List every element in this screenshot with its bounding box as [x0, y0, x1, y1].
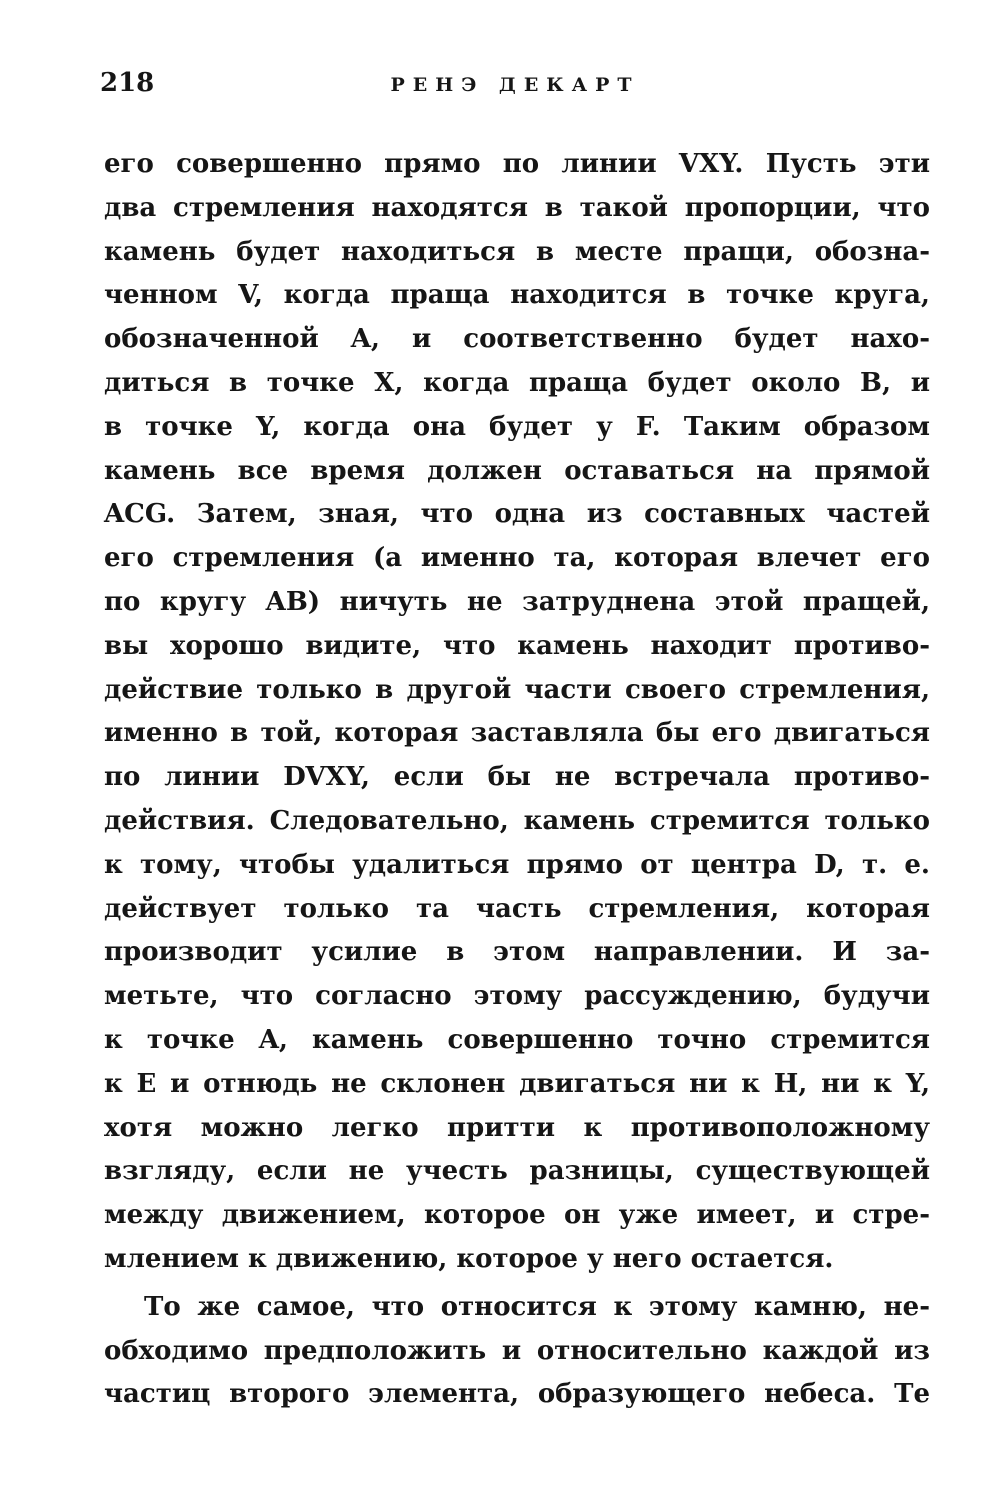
text-line: между движением, которое он уже имеет, и стре-	[104, 1200, 930, 1231]
text-line: ченном V, когда праща находится в точке круга,	[104, 280, 930, 311]
text-line: к E и отнюдь не склонен двигаться ни к H, ни к Y,	[104, 1068, 930, 1099]
text-line: производит усилие в этом направлении. И за-	[104, 937, 930, 968]
text-line: частиц второго элемента, образующего небеса. Те	[104, 1379, 930, 1410]
text-line: диться в точке X, когда праща будет около B, и	[104, 367, 930, 398]
text-line: То же самое, что относится к этому камню, не-	[144, 1291, 930, 1322]
text-line: ACG. Затем, зная, что одна из составных частей	[104, 499, 930, 530]
text-line: обходимо предположить и относительно каждой из	[104, 1335, 930, 1366]
paragraph	[104, 1286, 930, 1417]
text-line: действие только в другой части своего стремления,	[104, 674, 930, 705]
text-line: к точке A, камень совершенно точно стремится	[104, 1024, 930, 1055]
running-head: РЕНЭ ДЕКАРТ	[390, 74, 640, 96]
text-line: по кругу AB) ничуть не затруднена этой пращей,	[104, 586, 930, 617]
text-line: его стремления (а именно та, которая влечет его	[104, 543, 930, 574]
text-line: его совершенно прямо по линии VXY. Пусть эти	[104, 149, 930, 179]
body-text	[104, 143, 930, 1417]
page-header	[100, 68, 930, 108]
text-line: к тому, чтобы удалиться прямо от центра D, т. е.	[104, 849, 930, 880]
text-line: действует только та часть стремления, которая	[104, 893, 930, 924]
text-line: обозначенной A, и соответственно будет нахо-	[104, 324, 930, 355]
text-line: два стремления находятся в такой пропорции, что	[104, 192, 930, 223]
text-line: взгляду, если не учесть разницы, существующей	[104, 1156, 930, 1187]
text-line: камень все время должен оставаться на прямой	[104, 455, 930, 486]
text-line: хотя можно легко притти к противоположному	[104, 1112, 930, 1143]
page-number: 218	[100, 68, 155, 98]
text-line: по линии DVXY, если бы не встречала противо-	[104, 762, 930, 793]
text-line: в точке Y, когда она будет у F. Таким образом	[104, 411, 930, 442]
text-line: камень будет находиться в месте пращи, обозна-	[104, 236, 930, 267]
text-line: вы хорошо видите, что камень находит противо-	[104, 630, 930, 661]
text-line: млением к движению, которое у него остается.	[104, 1243, 834, 1274]
text-line: именно в той, которая заставляла бы его двигаться	[104, 718, 930, 749]
paragraph	[104, 143, 930, 1282]
text-line: действия. Следовательно, камень стремится только	[104, 805, 930, 836]
text-line: метьте, что согласно этому рассуждению, будучи	[104, 981, 930, 1012]
